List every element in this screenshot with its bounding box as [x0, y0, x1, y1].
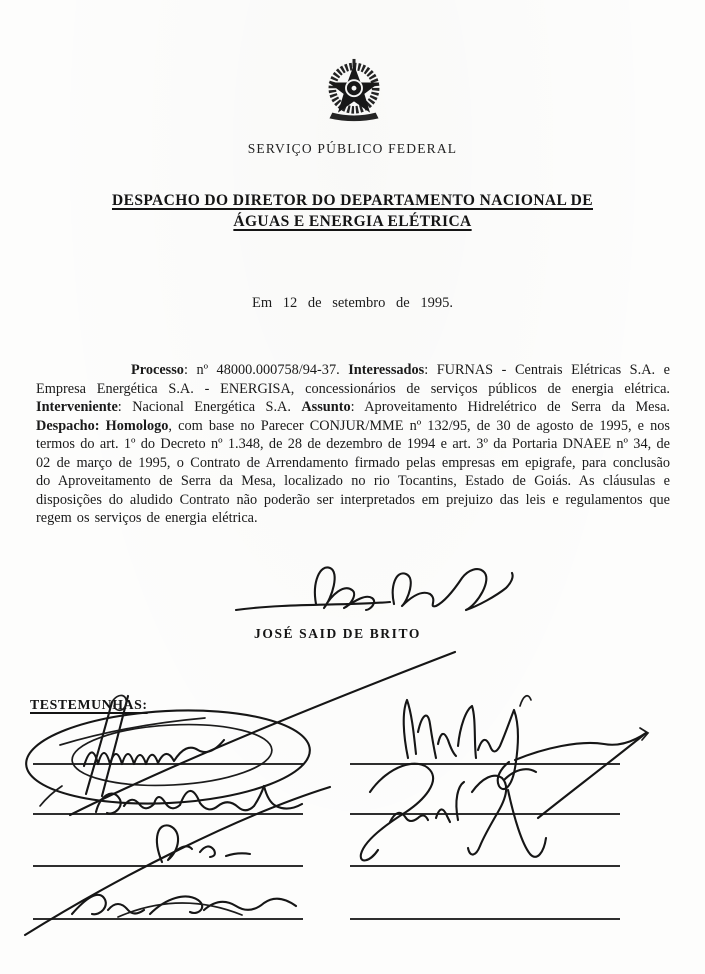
signature-line — [350, 813, 620, 815]
witness-signature-right-1 — [404, 696, 648, 789]
label-processo: Processo — [131, 362, 184, 378]
assunto-value: : Aproveitamento Hidrelétrico de Serra da Mesa. — [350, 399, 671, 415]
signature-line — [350, 865, 620, 867]
interessados-value: : FURNAS - Centrais Elétricas S.A. e Empresa Energética S.A. - ENERGISA, concessionários de serviços públicos de energia elétrica. — [36, 362, 670, 397]
signature-line — [33, 763, 303, 765]
witness-signature-left-2 — [96, 786, 302, 814]
witness-signature-left-4 — [72, 895, 296, 917]
signatory-name: JOSÉ SAID DE BRITO — [254, 626, 421, 641]
signature-line — [350, 918, 620, 920]
title-line-2: ÁGUAS E ENERGIA ELÉTRICA — [233, 213, 472, 230]
dispatch-paragraph — [36, 361, 670, 528]
brazil-coat-of-arms-icon — [321, 58, 387, 124]
signature-line — [33, 918, 303, 920]
signature-line — [33, 865, 303, 867]
label-interveniente: Interveniente — [36, 399, 118, 415]
witness-signatures — [0, 645, 705, 955]
signature-line — [350, 763, 620, 765]
page-title — [35, 190, 670, 232]
witness-signature-left-1 — [24, 652, 455, 815]
label-despacho: Despacho: Homologo — [36, 417, 169, 434]
label-interessados: Interessados — [348, 362, 425, 378]
despacho-value: , com base no Parecer CONJUR/MME nº 132/95, de 30 de agosto de 1995, e nos termos do art. 1º do Decreto nº 1.348, de 28 de dezembro de 1994 e art. 3º da Portaria DNAEE nº 34, de 02 de março de 1995, o Contrato de Arrendamento firmado pelas empresas em epigrafe, para conclusão do Aproveitamento de Serra da Mesa, localizado no rio Tocantins, Estado de Goiás. As cláusulas e disposições do aludido Contrato não poderão ser interpretados em prejuizo das leis e regulamentos que regem os serviços de energia elétrica. — [36, 417, 670, 526]
org-line: SERVIÇO PÚBLICO FEDERAL — [247, 141, 458, 156]
interveniente-value: : Nacional Energética S.A. — [117, 399, 302, 415]
date-line: Em 12 de setembro de 1995. — [252, 295, 453, 311]
label-assunto: Assunto — [301, 399, 351, 415]
director-signature — [232, 546, 517, 620]
witness-signature-left-3 — [25, 787, 330, 935]
title-line-1: DESPACHO DO DIRETOR DO DEPARTAMENTO NACIONAL DE — [111, 192, 593, 209]
signature-line — [33, 813, 303, 815]
witnesses-label: TESTEMUNHAS: — [30, 697, 148, 712]
witness-signature-right-2 — [361, 733, 646, 860]
processo-value: : nº 48000.000758/94-37. — [183, 362, 349, 378]
